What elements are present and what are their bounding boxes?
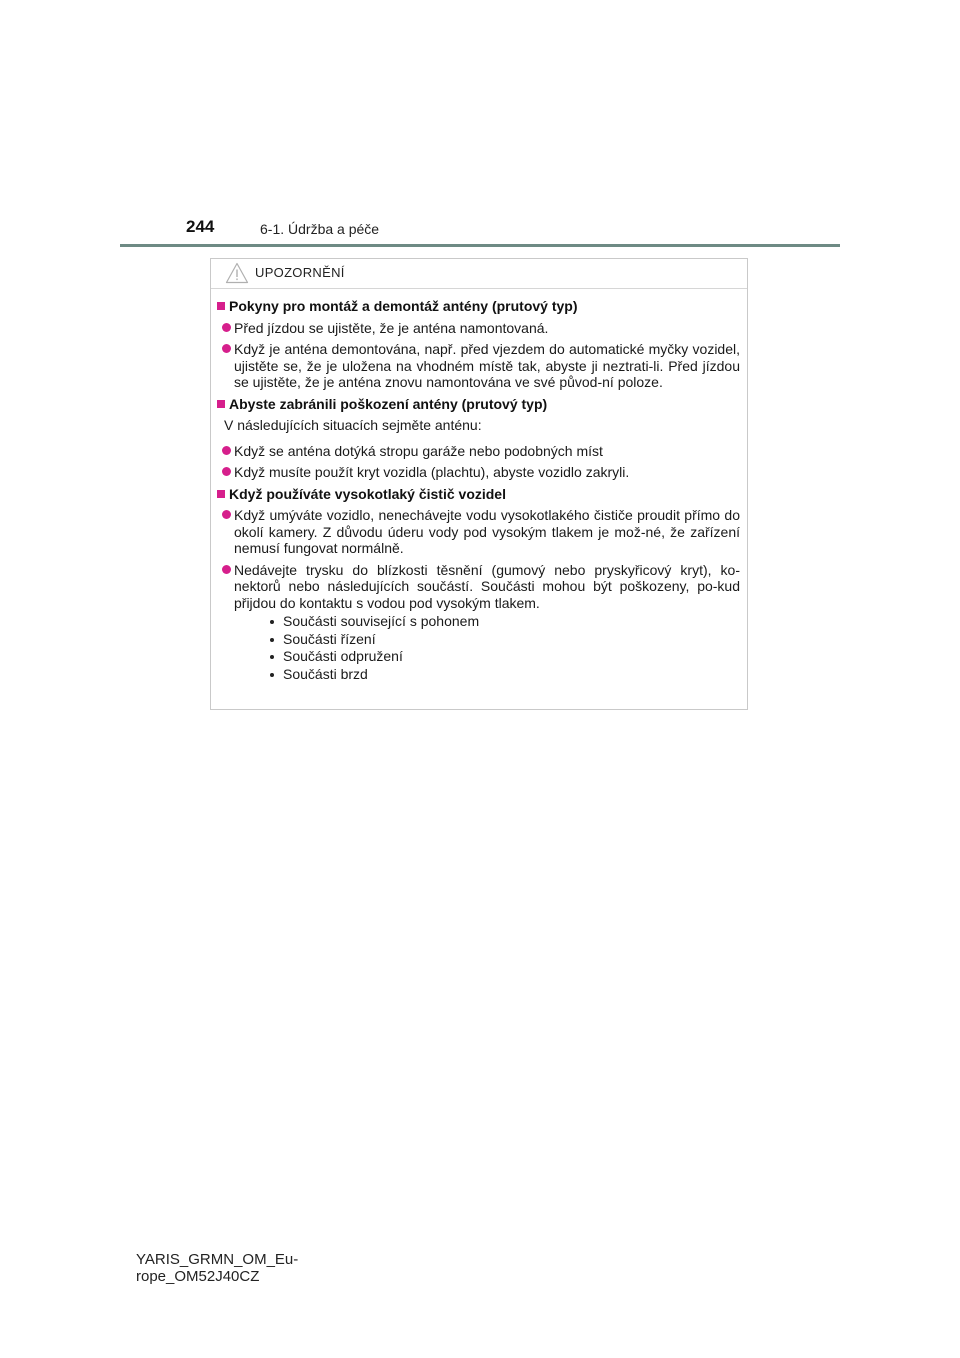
footer-line: YARIS_GRMN_OM_Eu-	[136, 1251, 299, 1268]
heading-text: Abyste zabránili poškození antény (prutový typ)	[229, 395, 548, 412]
circle-bullet-icon	[222, 344, 231, 353]
sub-list-item	[270, 613, 740, 631]
small-dot-icon	[270, 655, 274, 659]
sub-list-item	[270, 631, 740, 649]
small-dot-icon	[270, 673, 274, 677]
list-item-text: Když se anténa dotýká stropu garáže nebo podobných míst	[234, 442, 603, 459]
list-item-text: Když musíte použít kryt vozidla (plachtu), abyste vozidlo zakryli.	[234, 464, 630, 480]
sub-list-item	[270, 666, 740, 684]
section-intro: V následujících situacích sejměte anténu:	[224, 417, 482, 433]
square-bullet-icon	[217, 400, 225, 408]
section-heading	[217, 396, 740, 413]
sub-list	[234, 613, 740, 683]
list-item-text: Když umýváte vozidlo, nenechávejte vodu vysokotlakého čističe proudit přímo do okolí kamery. Z důvodu úderu vody pod vysokým tlakem je mož-né, že zařízení nemusí fungovat normálně.	[234, 507, 740, 556]
warning-triangle-icon	[225, 262, 249, 284]
circle-bullet-icon	[222, 510, 231, 519]
circle-bullet-icon	[222, 446, 231, 455]
sub-list-item-text: Součásti související s pohonem	[283, 613, 480, 629]
section-heading	[217, 486, 740, 503]
warning-header	[211, 259, 747, 289]
sub-list-item-text: Součásti brzd	[283, 665, 368, 682]
document-footer	[136, 1251, 298, 1285]
circle-bullet-icon	[222, 323, 231, 332]
circle-bullet-icon	[222, 565, 231, 574]
warning-box	[210, 258, 748, 710]
heading-text: Když používáte vysokotlaký čistič vozidel	[229, 485, 506, 502]
sub-list-item	[270, 648, 740, 666]
list-item	[217, 341, 740, 391]
warning-body	[211, 289, 747, 683]
page-number: 244	[186, 217, 215, 236]
list-item-text: Před jízdou se ujistěte, že je anténa namontovaná.	[234, 319, 549, 336]
square-bullet-icon	[217, 490, 225, 498]
header-rule	[120, 244, 840, 247]
section-heading	[217, 298, 740, 315]
small-dot-icon	[270, 638, 274, 642]
sub-list-item-text: Součásti odpružení	[283, 648, 403, 664]
list-item-text: Nedávejte trysku do blízkosti těsnění (gumový nebo pryskyřicový kryt), ko-nektorů nebo následujících součástí. Součásti mohou být poškozeny, po-kud přijdou do kontaktu s vodou pod vysokým tlakem.	[234, 561, 740, 611]
circle-bullet-icon	[222, 467, 231, 476]
square-bullet-icon	[217, 302, 225, 310]
list-item	[217, 443, 740, 460]
sub-list-item-text: Součásti řízení	[283, 630, 376, 647]
list-item	[217, 320, 740, 337]
section-title: 6-1. Údržba a péče	[260, 221, 380, 237]
list-item	[217, 562, 740, 684]
list-item	[217, 464, 740, 481]
warning-title: UPOZORNĚNÍ	[255, 265, 345, 280]
footer-line: rope_OM52J40CZ	[136, 1268, 260, 1285]
list-item-text: Když je anténa demontována, např. před vjezdem do automatické myčky vozidel, ujistěte se, že je uložena na vhodném místě tak, abyste ji neztrati-li. Před jízdou se ujistěte, že je anténa znovu namontována ve své původ-ní poloze.	[234, 341, 740, 390]
list-item	[217, 507, 740, 557]
heading-text: Pokyny pro montáž a demontáž antény (prutový typ)	[229, 298, 578, 314]
small-dot-icon	[270, 620, 274, 624]
